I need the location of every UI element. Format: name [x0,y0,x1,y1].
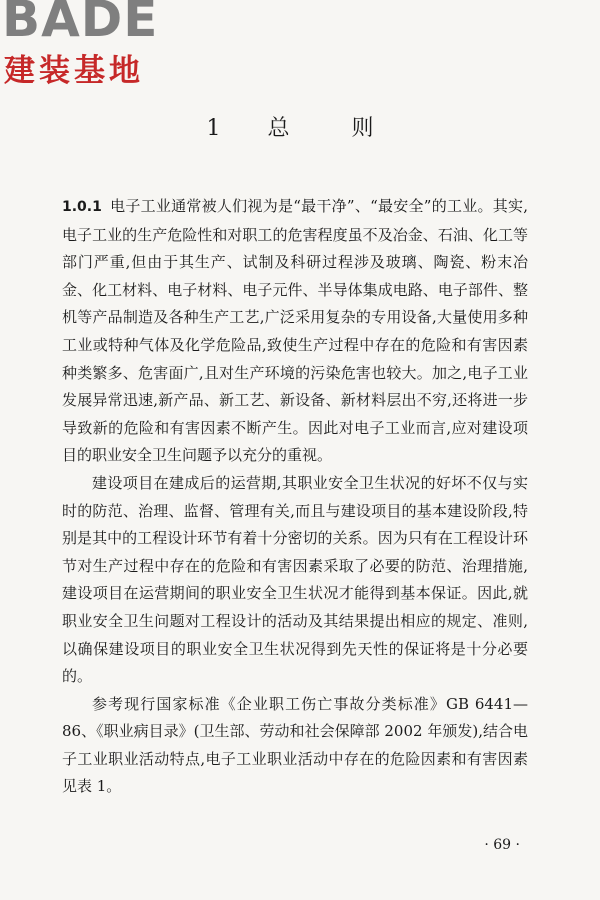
paragraph: 参考现行国家标准《企业职工伤亡事故分类标准》GB 6441—86、《职业病目录》(卫生部、劳动和社会保障部 2002 年颁发),结合电子工业职业活动特点,电子工业职业活动中存在的危险因素和有害因素见表 1。 [62,694,528,796]
page-number: · 69 · [484,837,520,853]
logo [0,0,180,100]
logo-subtitle: 建装基地 [4,53,144,89]
logo-wordmark: BADE [2,0,159,48]
paragraph: 建设项目在建成后的运营期,其职业安全卫生状况的好坏不仅与实时的防范、治理、监督、管理有关,而且与建设项目的基本建设阶段,特别是其中的工程设计环节有着十分密切的关系。因为只有在工程设计环节对生产过程中存在的危险和有害因素采取了必要的防范、治理措施,建设项目在运营期间的职业安全卫生状况才能得到基本保证。因此,就职业安全卫生问题对工程设计的活动及其结果提出相应的规定、准则,以确保建设项目的职业安全卫生状况得到先天性的保证将是十分必要的。 [62,473,528,686]
paragraph-text: 电子工业通常被人们视为是“最干净”、“最安全”的工业。其实,电子工业的生产危险性和对职工的危害程度虽不及冶金、石油、化工等部门严重,但由于其生产、试制及科研过程涉及玻璃、陶瓷、粉末冶金、化工材料、电子材料、电子元件、半导体集成电路、电子部件、整机等产品制造及各种生产工艺,广泛采用复杂的专用设备,大量使用多种工业或特种气体及化学危险品,致使生产过程中存在的危险和有害因素种类繁多、危害面广,且对生产环境的污染危害也较大。加之,电子工业发展异常迅速,新产品、新工艺、新设备、新材料层出不穷,还将进一步导致新的危险和有害因素不断产生。因此对电子工业而言,应对建设项目的职业安全卫生问题予以充分的重视。 [62,197,528,465]
page-content [62,193,528,801]
clause-number: 1.0.1 [62,199,102,215]
chapter-title: 1 总 则 [206,116,394,141]
clause-paragraph [62,193,528,470]
